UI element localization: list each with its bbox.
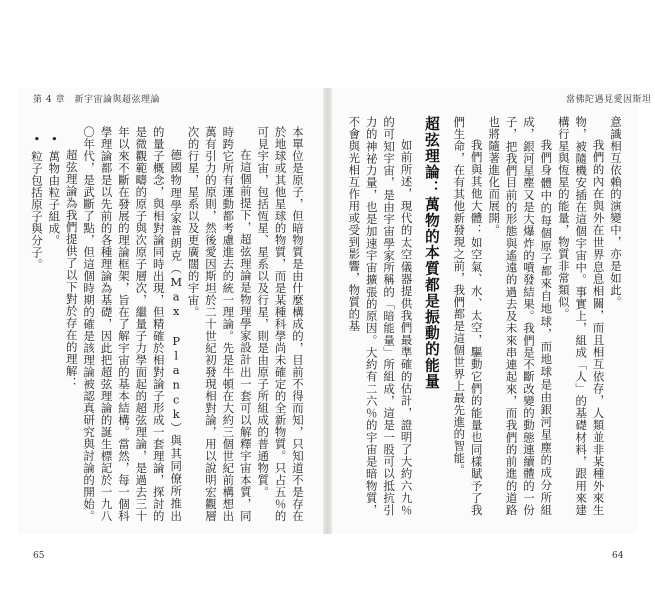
body-paragraph: 在這個前提下，超弦理論是物理學家設計出一套可以解釋宇宙本質，同時跨它所有運動都考慮進去的統一理論。先是牛頓在大約三個世紀前構想出萬有引力的原則，然後愛因斯坦於二十世紀初發現相對論，用以說明宏觀層次的行星，星系以及更廣闊的宇宙。 (186, 126, 253, 522)
body-paragraph: 超弦理論為我們提供了以下對於存在的理解： (64, 148, 79, 389)
left-page-body (29, 126, 306, 522)
body-paragraph: 我們與其他大體：如空氣、水、太空，驅動它們的能量也同樣賦予了我們生命，在有其他新發現之前，我們都是這個世界上最先進的智能。 (452, 116, 484, 516)
right-page-body (342, 116, 624, 516)
section-heading: 超弦理論：萬物的本質都是振動的能量 (422, 116, 440, 390)
body-paragraph: 如前所述，現代的太空儀器提供我們最準確的估計，證明了大約六九％的可知宇宙，是由宇宙學家所稱的「暗能量」所組成，這是一股可以抵抗引力的神祕力量，也是加速宇宙擴張的原因。大約有二六％的宇宙是暗物質，不會與光相互作用或受到影響，物質的基 (347, 116, 414, 516)
body-paragraph: 本單位是原子，但暗物質是由什麼構成的，目前不得而知，只知道不是存在於地球或其他星球的物質，而是某種科學尚未確定的全新物質。只占五％的可見宇宙，包括恆星、星系以及行星，則是由原子所組成的普通物質。 (256, 126, 305, 522)
body-paragraph: 我們的內在與外在世界息息相關，而且相互依存，人類並非某種外來生物，被隨機安插在這個宇宙中。事實上，組成「人」的基礎材料，跟用來建構行星與恆星的能量，物質非常類似。 (556, 116, 606, 516)
bullet-item: • 萬物由粒子組成。 (45, 126, 62, 522)
body-paragraph: 意識相互依賴的演變中，亦是如此。 (609, 116, 623, 308)
body-paragraph: 德國物理學家普朗克（Max Planck）與其同僚所推出的量子概念，與相對論同時出現，但精確於相對論子形成一套理論，探討的是微觀範疇的原子與次原子層次，繼量子力學面起的超弦理論，是過去三十年以來不斷在發展的理論框架，旨在了解宇宙的基本結構。當然，每一個科學理論都是以先前的各種理論為基礎，因此把超弦理論的誕生標記於一九八〇年代，是武斷了點，但這個時期的確是該理論被認真研究與討論的開始。 (82, 126, 184, 522)
bullet-list (28, 126, 63, 522)
body-paragraph: 我們身體中的每個原子都來自地球，而地球是由銀河星塵的成分所組成，銀河星塵又是大爆炸的噴發結果。我們是不斷改變的動態連續體的一份子，把我們目前的形態與遙遠的過去及未來串連起來，而我們的前進的道路也將隨著進化而展開。 (487, 116, 554, 516)
right-page-number: 64 (612, 551, 624, 561)
right-running-head: 當佛陀遇見愛因斯坦 (566, 95, 652, 105)
bullet-item: • 粒子包括原子與分子。 (28, 126, 45, 522)
left-page-number: 65 (33, 551, 45, 561)
left-running-head: 第 4 章 新宇宙論與超弦理論 (33, 95, 160, 105)
book-gutter (323, 88, 332, 534)
